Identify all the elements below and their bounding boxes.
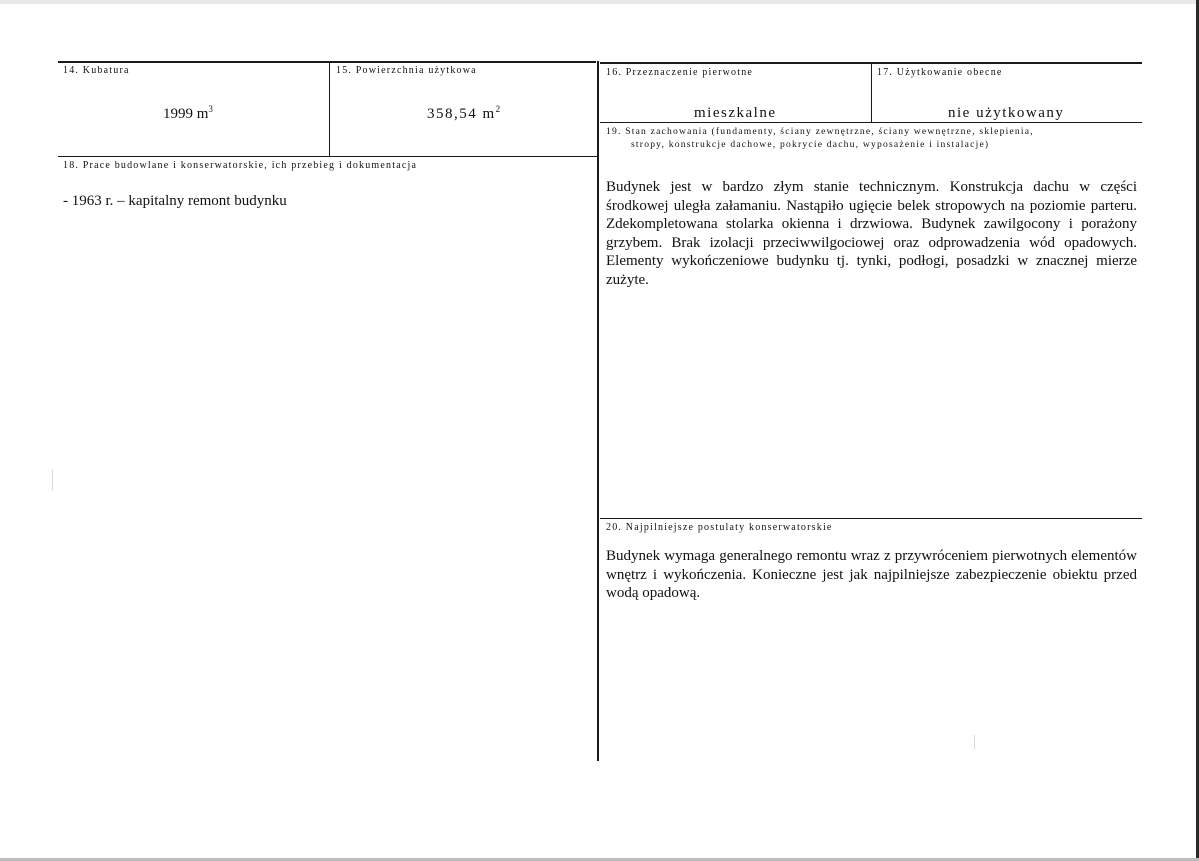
field-16-value: mieszkalne xyxy=(694,105,777,121)
scan-edge-top xyxy=(0,0,1199,4)
field-17-value: nie użytkowany xyxy=(948,105,1065,121)
kubatura-number: 1999 xyxy=(163,106,193,122)
rule-top-left xyxy=(58,61,596,63)
field-17-label: 17. Użytkowanie obecne xyxy=(877,67,1003,78)
powierzchnia-exponent: 2 xyxy=(495,104,502,114)
scan-speck xyxy=(52,470,53,490)
rule-row-18 xyxy=(58,156,598,157)
kubatura-exponent: 3 xyxy=(208,104,213,114)
kubatura-unit: m xyxy=(196,106,209,122)
field-15-value xyxy=(427,104,502,123)
field-14-label: 14. Kubatura xyxy=(63,65,130,76)
scan-speck xyxy=(974,735,975,749)
field-15-label: 15. Powierzchnia użytkowa xyxy=(336,65,477,76)
field-16-label: 16. Przeznaczenie pierwotne xyxy=(606,67,754,78)
field-19-text: Budynek jest w bardzo złym stanie technicznym. Konstrukcja dachu w części środkowej uległa załamaniu. Nastąpiło ugięcie belek stropowych na poziomie parteru. Zdekompletowana stolarka okienna i drzwiowa. Budynek zawilgocony i porażony grzybem. Brak izolacji przeciwwilgociowej oraz odprowadzenia wód opadowych. Elementy wykończeniowe budynku tj. tynki, podłogi, posadzki w znacznej mierze zużyte. xyxy=(606,179,1137,288)
field-18-entry: - 1963 r. – kapitalny remont budynku xyxy=(63,193,287,209)
powierzchnia-number: 358,54 xyxy=(427,106,478,122)
field-20-label: 20. Najpilniejsze postulaty konserwatorskie xyxy=(606,522,833,533)
field-19-label-line2: stropy, konstrukcje dachowe, pokrycie dachu, wyposażenie i instalacje) xyxy=(631,139,990,150)
powierzchnia-unit: m xyxy=(482,106,496,122)
rule-row-19 xyxy=(600,122,1142,123)
field-19-label-line1: 19. Stan zachowania (fundamenty, ściany zewnętrzne, ściany wewnętrzne, sklepienia, xyxy=(606,126,1034,137)
main-vertical-divider xyxy=(597,61,599,761)
field-20-text: Budynek wymaga generalnego remontu wraz z przywróceniem pierwotnych elementów wnętrz i wykończenia. Konieczne jest jak najpilniejsze zabezpieczenie obiektu przed wodą opadową. xyxy=(606,548,1137,601)
rule-row-20 xyxy=(600,518,1142,519)
divider-14-15 xyxy=(329,61,330,157)
field-18-label: 18. Prace budowlane i konserwatorskie, ich przebieg i dokumentacja xyxy=(63,160,418,171)
divider-16-17 xyxy=(871,63,872,123)
field-14-value xyxy=(163,104,213,123)
